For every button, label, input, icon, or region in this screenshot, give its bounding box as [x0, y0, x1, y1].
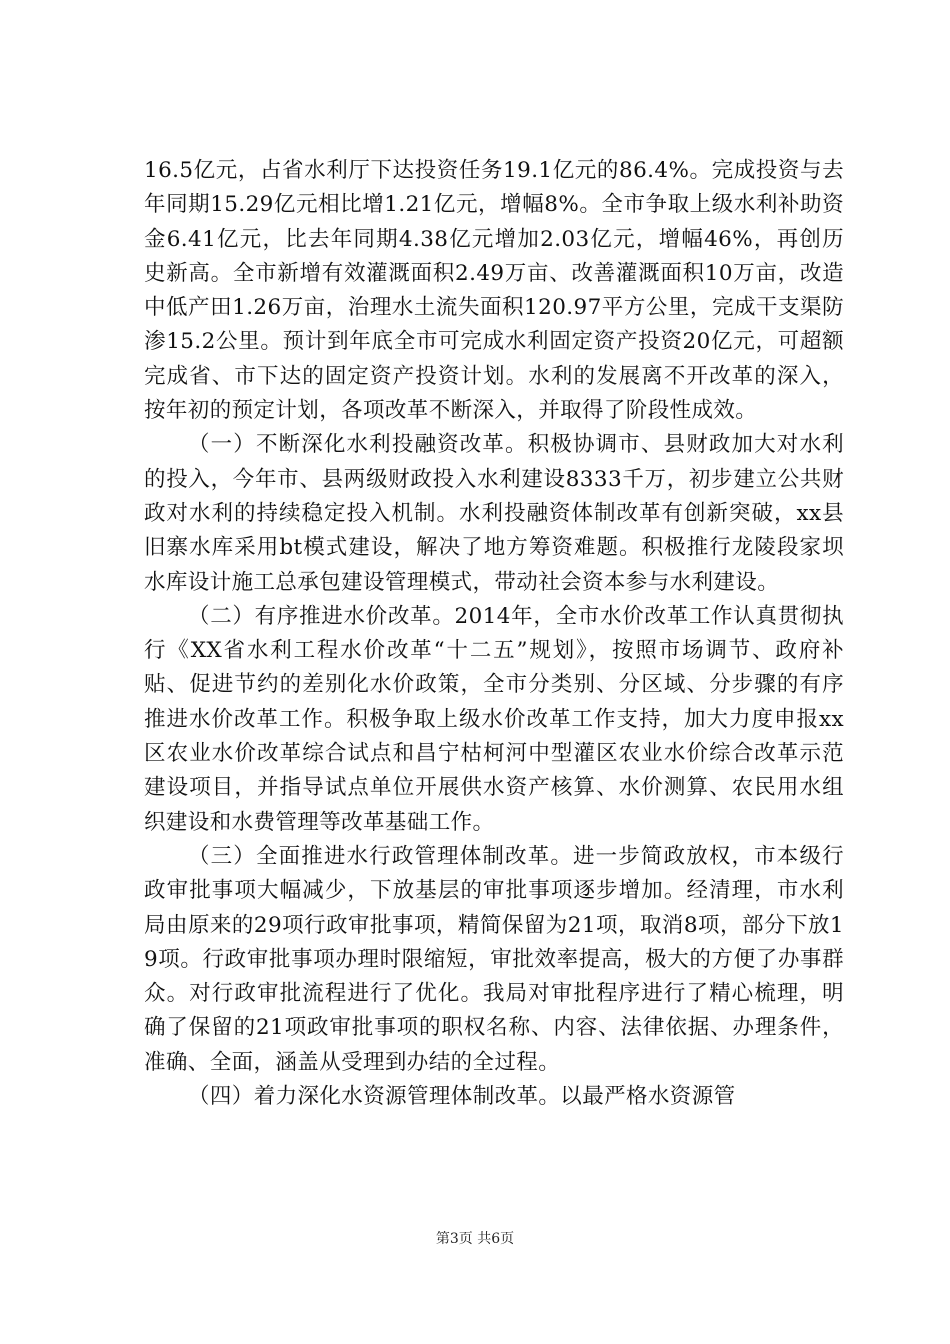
paragraph-water-resource-reform: （四）着力深化水资源管理体制改革。以最严格水资源管	[188, 1084, 736, 1110]
paragraph-water-price-reform: （二）有序推进水价改革。2014年，全市水价改革工作认真贯彻执行《XX省水利工程水价改革“十二五”规划》，按照市场调节、政府补贴、促进节约的差别化水价政策，全市分类别、分区域、分步骤的有序推进水价改革工作。积极争取上级水价改革工作支持，加大力度申报xx区农业水价改革综合试点和昌宁枯柯河中型灌区农业水价综合改革示范建设项目，并指导试点单位开展供水资产核算、水价测算、农民用水组织建设和水费管理等改革基础工作。	[144, 603, 844, 835]
page-footer	[0, 1229, 950, 1249]
page-number-label: 第3页 共6页	[435, 1231, 515, 1247]
document-body	[144, 154, 844, 1114]
paragraph-investment-financing-reform: （一）不断深化水利投融资改革。积极协调市、县财政加大对水利的投入，今年市、县两级财政投入水利建设8333千万，初步建立公共财政对水利的持续稳定投入机制。水利投融资体制改革有创新突破，xx县旧寨水库采用bt模式建设，解决了地方筹资难题。积极推行龙陵段家坝水库设计施工总承包建设管理模式，带动社会资本参与水利建设。	[144, 432, 844, 595]
paragraph-administrative-reform: （三）全面推进水行政管理体制改革。进一步简政放权，市本级行政审批事项大幅减少，下放基层的审批事项逐步增加。经清理，市水利局由原来的29项行政审批事项，精简保留为21项，取消8项，部分下放19项。行政审批事项办理时限缩短，审批效率提高，极大的方便了办事群众。对行政审批流程进行了优化。我局对审批程序进行了精心梳理，明确了保留的21项政审批事项的职权名称、内容、法律依据、办理条件，准确、全面，涵盖从受理到办结的全过程。	[144, 843, 844, 1075]
paragraph-continuation: 16.5亿元，占省水利厅下达投资任务19.1亿元的86.4%。完成投资与去年同期15.29亿元相比增1.21亿元，增幅8%。全市争取上级水利补助资金6.41亿元，比去年同期4.38亿元增加2.03亿元，增幅46%，再创历史新高。全市新增有效灌溉面积2.49万亩、改善灌溉面积10万亩，改造中低产田1.26万亩，治理水土流失面积120.97平方公里，完成干支渠防渗15.2公里。预计到年底全市可完成水利固定资产投资20亿元，可超额完成省、市下达的固定资产投资计划。水利的发展离不开改革的深入，按年初的预定计划，各项改革不断深入，并取得了阶段性成效。	[144, 158, 844, 424]
